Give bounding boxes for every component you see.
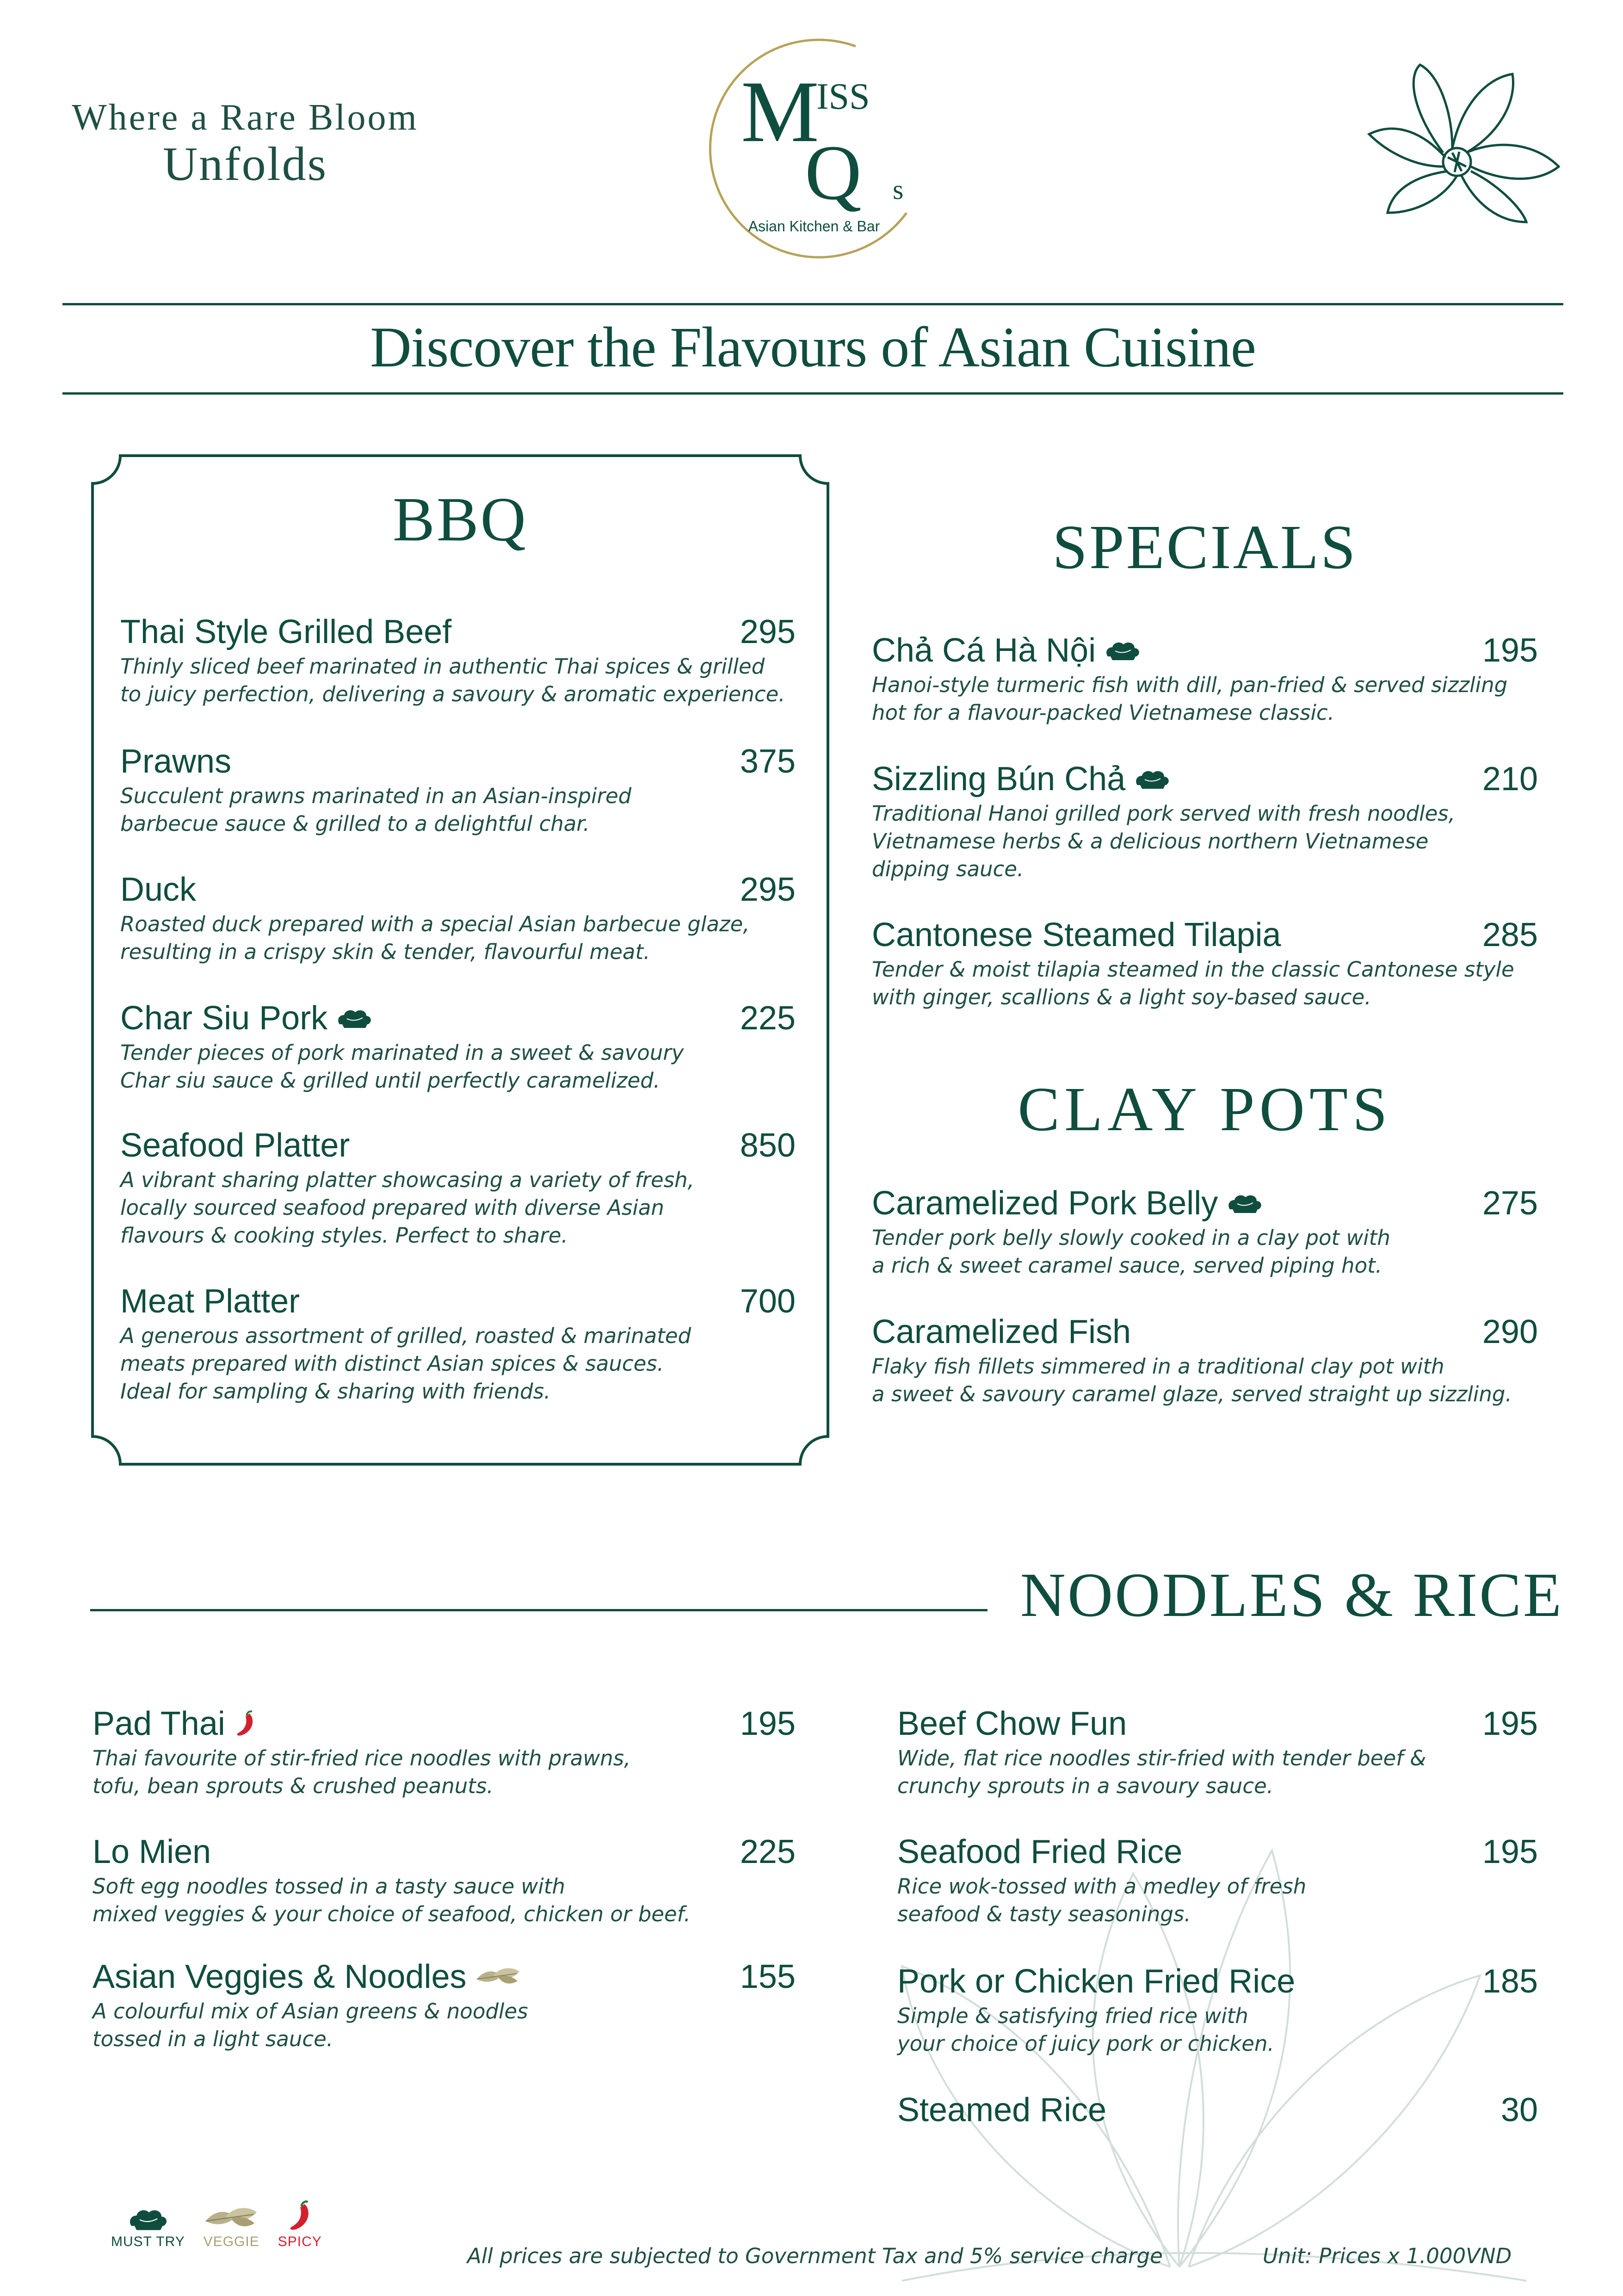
item-price: 195 <box>1482 1705 1538 1742</box>
legend-spicy-label: SPICY <box>278 2234 322 2249</box>
item-description-line: seafood & tasty seasonings. <box>897 1902 1191 1926</box>
item-price: 185 <box>1482 1963 1538 2000</box>
item-price: 210 <box>1482 761 1538 798</box>
noodles-rice-title: NOODLES & RICE <box>1020 1560 1563 1630</box>
logo-subtitle: Asian Kitchen & Bar <box>748 218 880 235</box>
item-name <box>897 1833 1182 1871</box>
item-price: 195 <box>1482 1833 1538 1870</box>
item-description-line: Wide, flat rice noodles stir-fried with tender beef & <box>897 1746 1426 1770</box>
item-description <box>120 782 796 838</box>
header-rule-bottom <box>62 392 1563 395</box>
item-name <box>120 1126 350 1164</box>
item-description-line: Tender pieces of pork marinated in a sweet & savoury <box>120 1040 684 1065</box>
item-description <box>120 1322 796 1405</box>
item-name-text: Seafood Platter <box>120 1127 350 1164</box>
legend-spicy <box>278 2200 322 2250</box>
item-description-line: Vietnamese herbs & a delicious northern Vietnamese <box>872 829 1429 854</box>
svg-text:Q: Q <box>805 129 862 216</box>
bbq-title: BBQ <box>393 485 528 554</box>
item-description-line: Succulent prawns marinated in an Asian-inspired <box>120 784 632 808</box>
item-description-line: Roasted duck prepared with a special Asian barbecue glaze, <box>120 912 750 936</box>
chef-hat-icon <box>1104 639 1141 662</box>
item-price: 290 <box>1482 1313 1538 1350</box>
menu-item <box>93 1833 796 1928</box>
item-description <box>93 1998 796 2053</box>
menu-item <box>897 1833 1538 1928</box>
item-name-text: Prawns <box>120 743 232 780</box>
item-description-line: Thinly sliced beef marinated in authentic Thai spices & grilled <box>120 654 765 679</box>
leaf-icon <box>475 1965 521 1988</box>
item-name-text: Chả Cá Hà Nội <box>872 632 1096 669</box>
noodles-rule <box>90 1609 987 1611</box>
item-description-line: to juicy perfection, delivering a savoury & aromatic experience. <box>120 682 785 706</box>
item-price: 700 <box>740 1283 796 1320</box>
legend-must-try-label: MUST TRY <box>111 2234 185 2249</box>
item-name-text: Cantonese Steamed Tilapia <box>872 916 1281 953</box>
item-description <box>120 653 796 708</box>
item-name <box>120 1282 300 1320</box>
item-price: 295 <box>740 871 796 908</box>
item-description-line: Tender & moist tilapia steamed in the classic Cantonese style <box>872 957 1514 982</box>
item-name-text: Caramelized Fish <box>872 1313 1131 1350</box>
item-description-line: Traditional Hanoi grilled pork served with fresh noodles, <box>872 801 1456 826</box>
header-rule-top <box>62 303 1563 305</box>
item-description-line: meats prepared with distinct Asian spices & sauces. <box>120 1351 664 1376</box>
item-name <box>120 743 231 780</box>
item-description-line: A colourful mix of Asian greens & noodles <box>93 1999 528 2024</box>
item-name-text: Duck <box>120 871 197 908</box>
item-description-line: a rich & sweet caramel sauce, served piping hot. <box>872 1253 1382 1278</box>
tagline-line2: Unfolds <box>162 137 328 191</box>
clay-pots-title: CLAY POTS <box>1018 1075 1392 1144</box>
item-description-line: Flaky fish fillets simmered in a traditional clay pot with <box>872 1354 1444 1379</box>
item-description-line: Char siu sauce & grilled until perfectly caramelized. <box>120 1068 660 1093</box>
logo-wordmark <box>741 63 903 216</box>
leaf-icon <box>204 2204 259 2232</box>
item-price: 225 <box>740 1000 796 1037</box>
item-description <box>120 910 796 966</box>
tagline <box>69 97 421 191</box>
item-name-text: Seafood Fried Rice <box>897 1833 1183 1870</box>
menu-item <box>872 1184 1538 1280</box>
item-name <box>897 1962 1295 2000</box>
item-description <box>897 2002 1538 2058</box>
item-description-line: A vibrant sharing platter showcasing a variety of fresh, <box>120 1168 694 1192</box>
item-name <box>93 1705 257 1743</box>
item-description-line: Hanoi-style turmeric fish with dill, pan-fried & served sizzling <box>872 673 1508 697</box>
item-name <box>897 1705 1127 1743</box>
item-name-text: Char Siu Pork <box>120 1000 328 1037</box>
item-price: 850 <box>740 1127 796 1164</box>
footer-unit-note: Unit: Prices x 1.000VND <box>1263 2244 1512 2268</box>
item-description <box>120 1039 796 1095</box>
menu-item <box>897 2091 1538 2129</box>
legend-veggie <box>204 2204 259 2250</box>
item-name-text: Thai Style Grilled Beef <box>120 613 452 650</box>
item-description-line: Rice wok-tossed with a medley of fresh <box>897 1874 1307 1899</box>
item-description-line: a sweet & savoury caramel glaze, served straight up sizzling. <box>872 1382 1512 1406</box>
item-description <box>897 1745 1538 1800</box>
item-description <box>120 1166 796 1250</box>
legend-must-try <box>111 2206 185 2250</box>
menu-item <box>93 1958 796 2053</box>
menu-item <box>120 999 796 1095</box>
item-description <box>872 956 1538 1011</box>
item-name <box>120 613 451 651</box>
item-name <box>872 760 1171 798</box>
footer-tax-note: All prices are subjected to Government Tax and 5% service charge <box>467 2244 1163 2268</box>
item-name <box>120 871 196 909</box>
menu-item <box>93 1705 796 1800</box>
item-name <box>93 1958 521 1996</box>
item-name-text: Caramelized Pork Belly <box>872 1185 1218 1222</box>
item-description-line: mixed veggies & your choice of seafood, chicken or beef. <box>93 1902 691 1926</box>
item-description <box>897 1873 1538 1928</box>
item-price: 295 <box>740 613 796 650</box>
chef-hat-icon <box>336 1007 373 1030</box>
chili-icon <box>284 2200 316 2232</box>
item-name-text: Lo Mien <box>93 1833 211 1870</box>
svg-text:ISS: ISS <box>816 76 870 117</box>
item-description-line: Thai favourite of stir-fried rice noodles with prawns, <box>93 1746 631 1770</box>
item-price: 285 <box>1482 916 1538 953</box>
item-name-text: Asian Veggies & Noodles <box>93 1958 467 1995</box>
item-price: 155 <box>740 1958 796 1995</box>
item-description <box>872 1224 1538 1280</box>
item-description-line: barbecue sauce & grilled to a delightful char. <box>120 811 590 836</box>
item-description-line: Tender pork belly slowly cooked in a clay pot with <box>872 1225 1390 1250</box>
chili-icon <box>234 1710 257 1738</box>
magnolia-icon <box>1360 60 1573 227</box>
menu-item <box>897 1962 1538 2058</box>
item-description-line: flavours & cooking styles. Perfect to share. <box>120 1223 568 1248</box>
menu-item <box>872 631 1538 727</box>
item-description <box>872 1353 1538 1408</box>
item-description-line: Ideal for sampling & sharing with friends. <box>120 1379 551 1404</box>
svg-text:s: s <box>893 174 904 205</box>
legend-veggie-label: VEGGIE <box>203 2234 259 2249</box>
item-description-line: resulting in a crispy skin & tender, flavourful meat. <box>120 940 650 964</box>
item-description-line: Soft egg noodles tossed in a tasty sauce with <box>93 1874 565 1899</box>
menu-item <box>872 916 1538 1011</box>
menu-item <box>120 871 796 966</box>
menu-item <box>120 613 796 708</box>
chef-hat-icon <box>127 2206 169 2232</box>
svg-text:M: M <box>741 63 819 161</box>
item-description-line: tofu, bean sprouts & crushed peanuts. <box>93 1774 494 1798</box>
item-name <box>120 999 373 1037</box>
item-description-line: crunchy sprouts in a savoury sauce. <box>897 1774 1274 1798</box>
logo <box>689 28 930 268</box>
tagline-line1: Where a Rare Bloom <box>72 97 419 138</box>
menu-item <box>872 760 1538 883</box>
item-description-line: your choice of juicy pork or chicken. <box>897 2031 1274 2056</box>
menu-item <box>872 1313 1538 1408</box>
item-description-line: Simple & satisfying fried rice with <box>897 2004 1248 2028</box>
item-description-line: A generous assortment of grilled, roasted & marinated <box>120 1324 691 1348</box>
chef-hat-icon <box>1226 1192 1263 1215</box>
item-name-text: Sizzling Bún Chả <box>872 761 1126 798</box>
item-name-text: Steamed Rice <box>897 2092 1107 2129</box>
item-price: 30 <box>1500 2092 1538 2129</box>
item-name-text: Pad Thai <box>93 1705 225 1742</box>
item-price: 195 <box>1482 632 1538 669</box>
item-name <box>872 1184 1263 1222</box>
specials-title: SPECIALS <box>1052 513 1358 582</box>
item-name <box>872 1313 1131 1351</box>
chef-hat-icon <box>1134 767 1171 791</box>
page-headline: Discover the Flavours of Asian Cuisine <box>370 316 1256 379</box>
item-description-line: dipping sauce. <box>872 857 1024 881</box>
item-name-text: Pork or Chicken Fried Rice <box>897 1963 1296 2000</box>
legend <box>111 2200 322 2250</box>
menu-item <box>120 743 796 838</box>
item-name <box>872 916 1281 954</box>
item-price: 225 <box>740 1833 796 1870</box>
item-description-line: with ginger, scallions & a light soy-based sauce. <box>872 985 1371 1009</box>
item-description <box>93 1873 796 1928</box>
item-description <box>872 800 1538 883</box>
item-description <box>872 671 1538 727</box>
item-description-line: locally sourced seafood prepared with diverse Asian <box>120 1195 664 1220</box>
item-name-text: Beef Chow Fun <box>897 1705 1127 1742</box>
item-name <box>93 1833 211 1871</box>
menu-item <box>120 1126 796 1250</box>
item-name-text: Meat Platter <box>120 1283 300 1320</box>
item-description-line: hot for a flavour-packed Vietnamese classic. <box>872 700 1335 725</box>
item-description <box>93 1745 796 1800</box>
item-price: 195 <box>740 1705 796 1742</box>
menu-item <box>120 1282 796 1405</box>
item-description-line: tossed in a light sauce. <box>93 2027 333 2051</box>
item-name <box>872 631 1141 669</box>
item-price: 275 <box>1482 1185 1538 1222</box>
item-price: 375 <box>740 743 796 780</box>
item-name <box>897 2091 1106 2129</box>
menu-item <box>897 1705 1538 1800</box>
